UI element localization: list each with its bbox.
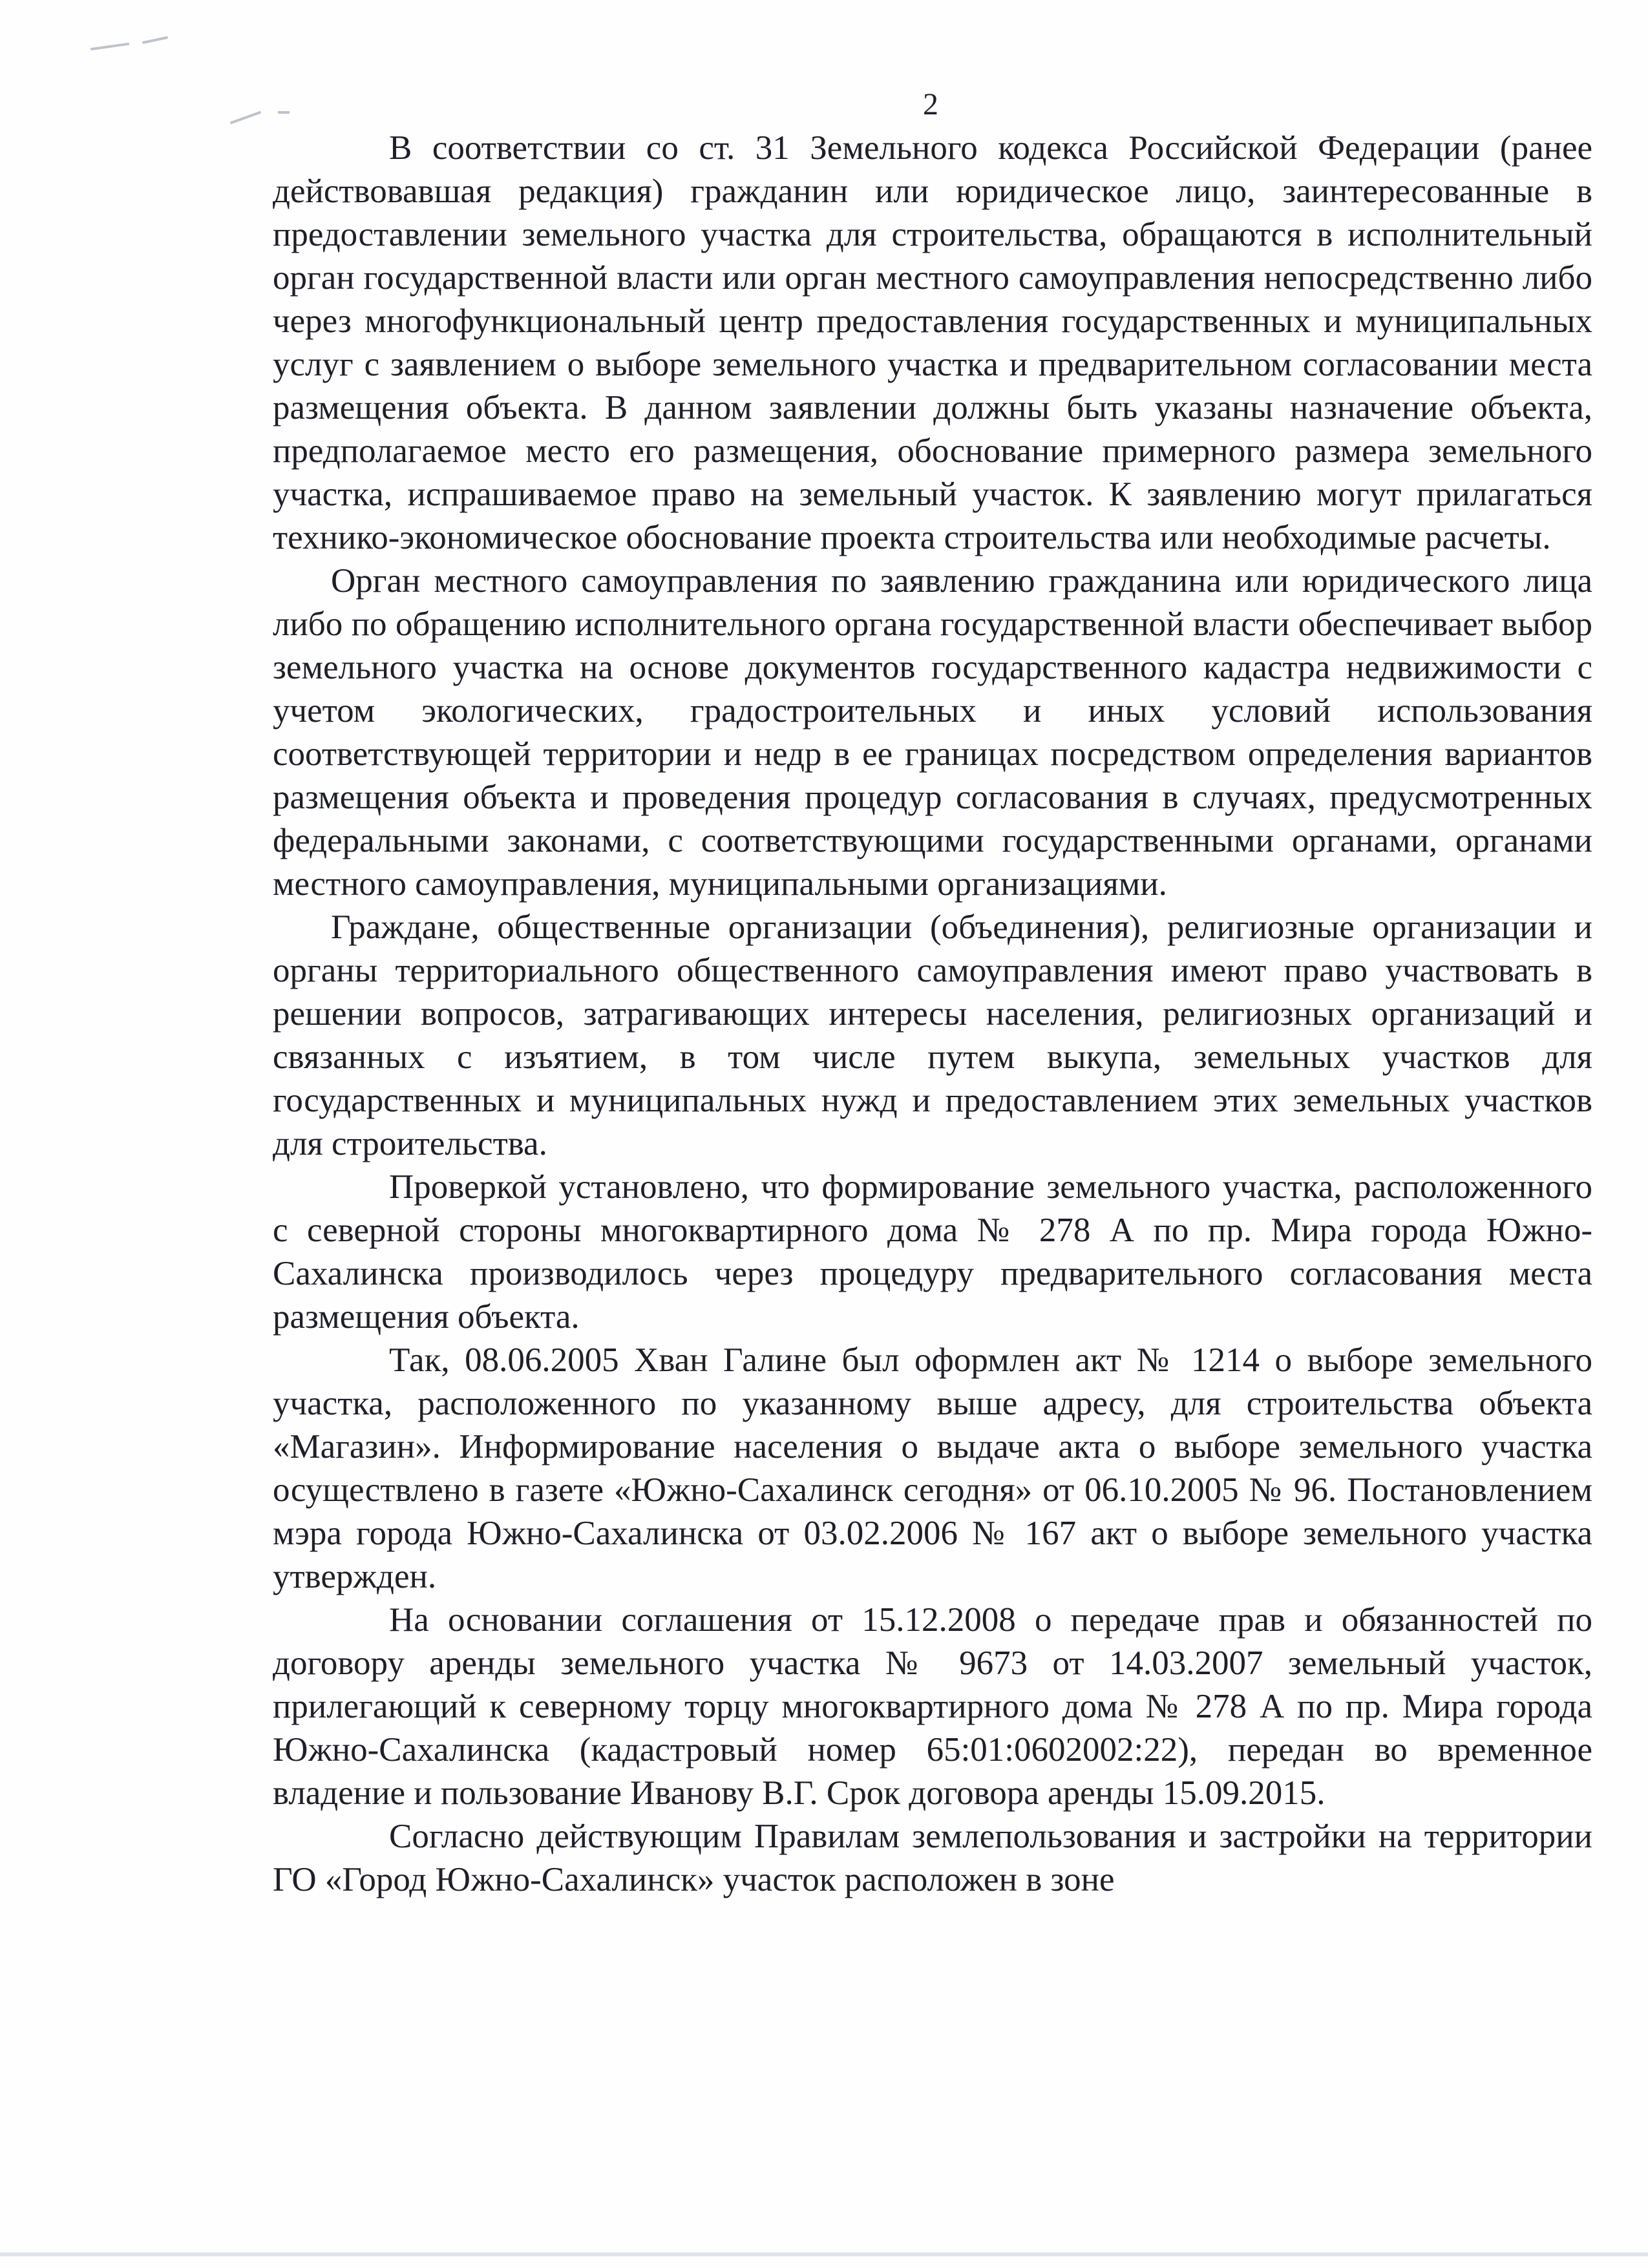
paragraph: Согласно действующим Правилам землепользования и застройки на территории ГО «Город Южно-Сахалинск» участок расположен в зоне — [273, 1818, 1592, 1898]
page-number: 2 — [923, 87, 938, 121]
paragraph: Орган местного самоуправления по заявлению гражданина или юридического лица либо по обращению исполнительного органа государственной власти обеспечивает выбор земельного участка на основе документов государственного кадастра недвижимости с учетом экологических, градостроительных и иных условий использования соответствующей территории и недр в ее границах посредством определения вариантов размещения объекта и проведения процедур согласования в случаях, предусмотренных федеральными законами, с соответствующими государственными органами, органами местного самоуправления, муниципальными организациями. — [273, 562, 1592, 903]
paragraph: В соответствии со ст. 31 Земельного кодекса Российской Федерации (ранее действовавшая редакция) гражданин или юридическое лицо, заинтересованные в предоставлении земельного участка для строительства, обращаются в исполнительный орган государственной власти или орган местного самоуправления непосредственно либо через многофункциональный центр предоставления государственных и муниципальных услуг с заявлением о выборе земельного участка и предварительном согласовании места размещения объекта. В данном заявлении должны быть указаны назначение объекта, предполагаемое место его размещения, обоснование примерного размера земельного участка, испрашиваемое право на земельный участок. К заявлению могут прилагаться технико-экономическое обоснование проекта строительства или необходимые расчеты. — [273, 129, 1592, 556]
paragraph: На основании соглашения от 15.12.2008 о передаче прав и обязанностей по договору аренды земельного участка № 9673 от 14.03.2007 земельный участок, прилегающий к северному торцу многоквартирного дома № 278 А по пр. Мира города Южно-Сахалинска (кадастровый номер 65:01:0602002:22), передан во временное владение и пользование Иванову В.Г. Срок договора аренды 15.09.2015. — [273, 1601, 1592, 1812]
scan-edge-line — [0, 2252, 1648, 2256]
document-body — [273, 127, 1592, 1902]
scan-artifact-mark — [142, 36, 168, 44]
scan-artifact-mark — [90, 43, 129, 50]
paragraph: Так, 08.06.2005 Хван Галине был оформлен акт № 1214 о выборе земельного участка, расположенного по указанному выше адресу, для строительства объекта «Магазин». Информирование населения о выдаче акта о выборе земельного участка осуществлено в газете «Южно-Сахалинск сегодня» от 06.10.2005 № 96. Постановлением мэра города Южно-Сахалинска от 03.02.2006 № 167 акт о выборе земельного участка утвержден. — [273, 1341, 1592, 1595]
paragraph: Проверкой установлено, что формирование земельного участка, расположенного с северной стороны многоквартирного дома № 278 А по пр. Мира города Южно-Сахалинска производилось через процедуру предварительного согласования места размещения объекта. — [273, 1168, 1592, 1336]
paragraph: Граждане, общественные организации (объединения), религиозные организации и органы территориального общественного самоуправления имеют право участвовать в решении вопросов, затрагивающих интересы населения, религиозных организаций и связанных с изъятием, в том числе путем выкупа, земельных участков для государственных и муниципальных нужд и предоставлением этих земельных участков для строительства. — [273, 908, 1592, 1162]
